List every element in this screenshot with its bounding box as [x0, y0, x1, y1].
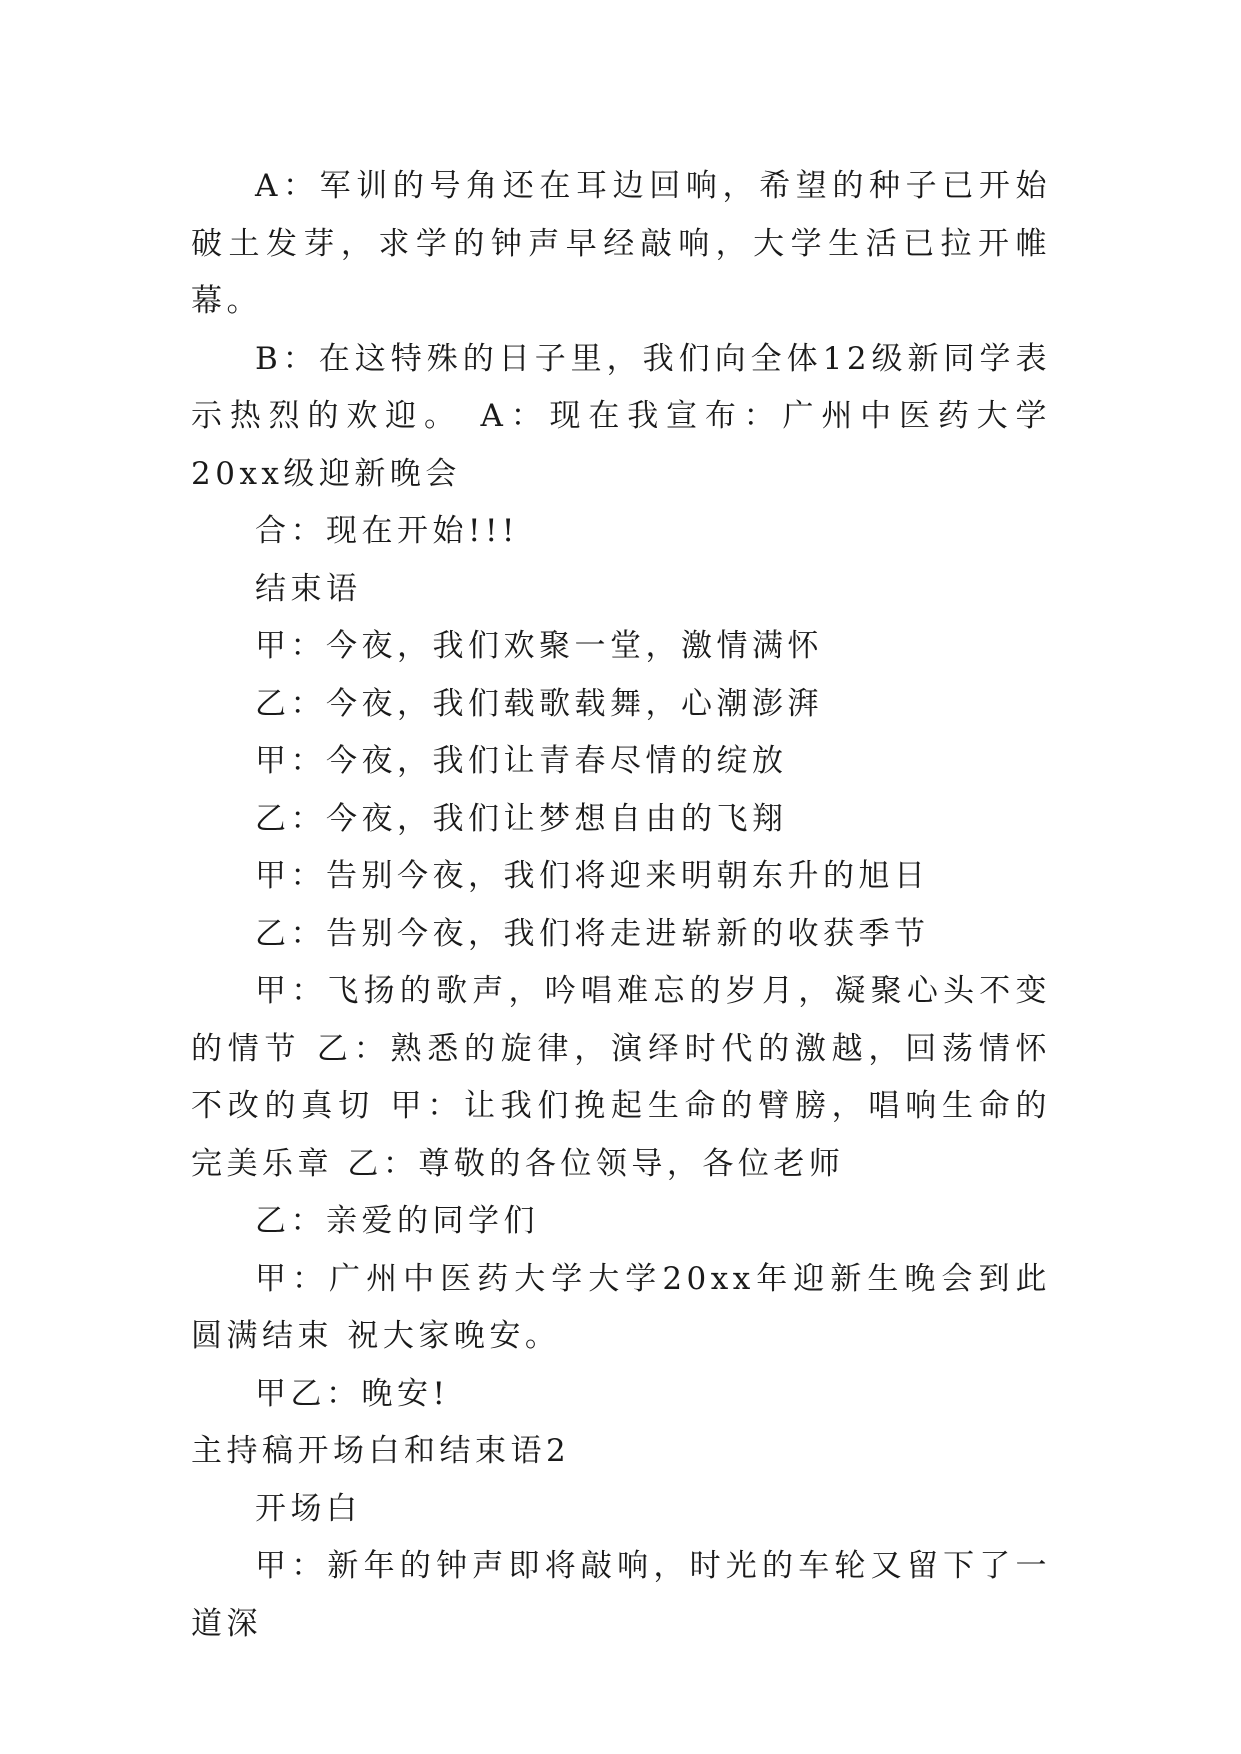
paragraph-welcome-announcement: B：在这特殊的日子里，我们向全体12级新同学表示热烈的欢迎。 A：现在我宣布：广州中医药大学20xx级迎新晚会 [191, 340, 1051, 492]
paragraph-line: 乙：今夜，我们载歌载舞，心潮澎湃 [255, 685, 823, 722]
paragraph-line: 甲：今夜，我们欢聚一堂，激情满怀 [255, 628, 823, 664]
heading-opening-remarks: 开场白 [255, 1490, 362, 1527]
paragraph-line: 乙：今夜，我们让梦想自由的飞翔 [255, 800, 788, 837]
paragraph-military-training: A：军训的号角还在耳边回响，希望的种子已开始破土发芽，求学的钟声早经敲响，大学生活已拉开帷幕。 [191, 168, 1051, 319]
document-body [191, 158, 1051, 1653]
paragraph-line: 甲：广州中医药大学大学20xx年迎新生晚会到此圆满结束 祝大家晚安。 [191, 1260, 1051, 1354]
heading-closing-remarks: 结束语 [255, 570, 362, 607]
paragraph-line: 甲乙：晚安! [255, 1375, 450, 1412]
paragraph-start: 合：现在开始!!! [255, 513, 519, 549]
paragraph-line: 甲：新年的钟声即将敲响，时光的车轮又留下了一道深 [191, 1548, 1051, 1642]
section-title: 主持稿开场白和结束语2 [191, 1433, 571, 1469]
paragraph-line: 乙：亲爱的同学们 [255, 1203, 539, 1239]
paragraph-line: 甲：今夜，我们让青春尽情的绽放 [255, 743, 788, 779]
paragraph-line: 乙：告别今夜，我们将走进崭新的收获季节 [255, 915, 930, 952]
paragraph-line: 甲：告别今夜，我们将迎来明朝东升的旭日 [255, 858, 930, 894]
paragraph-line: 甲：飞扬的歌声，吟唱难忘的岁月，凝聚心头不变的情节 乙：熟悉的旋律，演绎时代的激越，回荡情怀不改的真切 甲：让我们挽起生命的臂膀，唱响生命的完美乐章 乙：尊敬的各位领导，各位老师 [191, 973, 1051, 1182]
